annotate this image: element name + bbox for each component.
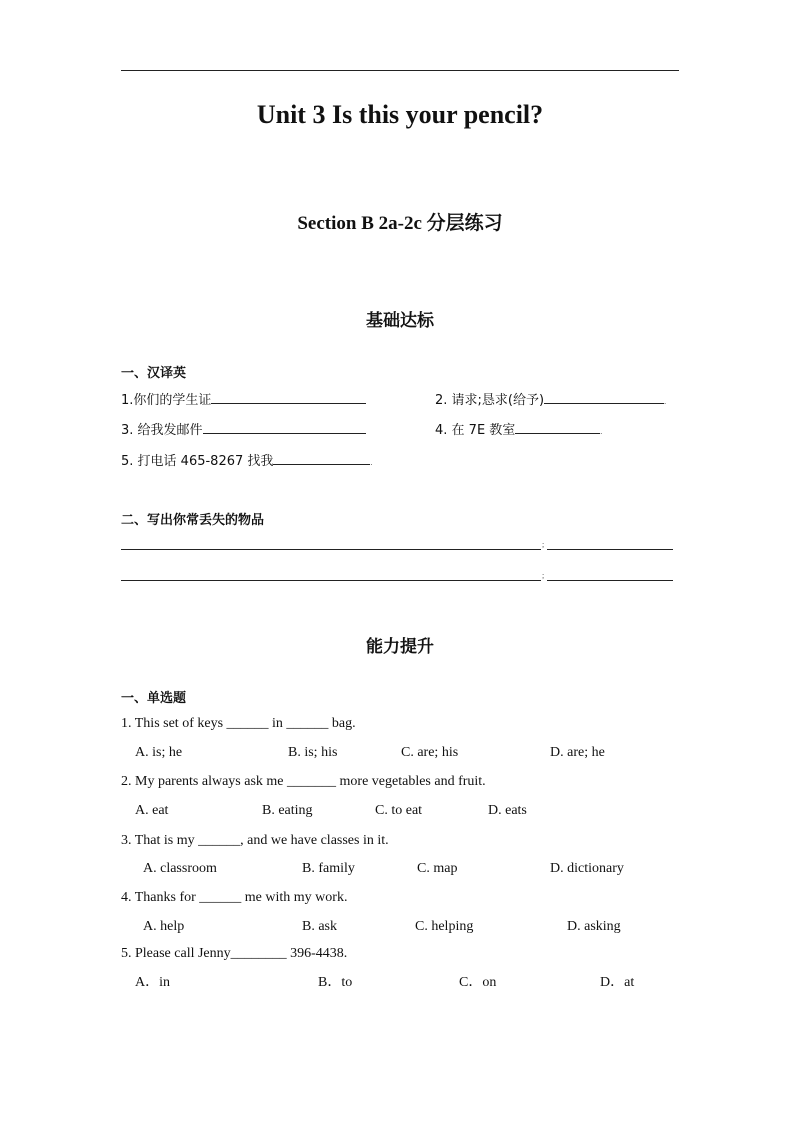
question-2-option-a[interactable]: A. eat — [135, 803, 169, 818]
question-5-option-a[interactable]: A．in — [135, 975, 170, 990]
answer-blank[interactable] — [515, 419, 600, 434]
part-heading-multiple-choice: 一、单选题 — [121, 691, 187, 706]
question-2-option-c[interactable]: C. to eat — [375, 803, 423, 818]
question-3-option-c[interactable]: C. map — [417, 861, 458, 876]
question-5-stem: 5. Please call Jenny________ 396-4438. — [121, 946, 348, 961]
question-4-stem: 4. Thanks for ______ me with my work. — [121, 890, 348, 905]
question-1-stem: 1. This set of keys ______ in ______ bag. — [121, 716, 356, 731]
answer-line[interactable] — [121, 580, 541, 581]
section-heading-basic: 基础达标 — [366, 311, 434, 331]
answer-line[interactable] — [547, 580, 673, 581]
question-2-option-b[interactable]: B. eating — [262, 803, 313, 818]
part-heading-translate: 一、汉译英 — [121, 366, 187, 381]
section-heading-advanced: 能力提升 — [366, 637, 434, 657]
question-3-option-a[interactable]: A. classroom — [143, 861, 217, 876]
question-3-option-b[interactable]: B. family — [302, 861, 355, 876]
question-1-option-b[interactable]: B. is; his — [288, 745, 338, 760]
translate-item-5: 5. 打电话 465-8267 找我 . — [121, 450, 372, 470]
answer-blank[interactable] — [203, 419, 366, 434]
page-subtitle: Section B 2a-2c 分层练习 — [297, 213, 503, 234]
answer-line[interactable] — [547, 549, 673, 550]
question-4-option-d[interactable]: D. asking — [567, 919, 621, 934]
separator-mark: ; — [542, 571, 545, 580]
question-2-stem: 2. My parents always ask me _______ more vegetables and fruit. — [121, 774, 486, 789]
translate-item-3: 3. 给我发邮件 — [121, 419, 366, 439]
question-2-option-d[interactable]: D. eats — [488, 803, 527, 818]
part-heading-lost-items: 二、写出你常丢失的物品 — [121, 513, 265, 528]
translate-item-4: 4. 在 7E 教室 . — [435, 419, 602, 439]
answer-blank[interactable] — [544, 389, 664, 404]
question-1-option-d[interactable]: D. are; he — [550, 745, 605, 760]
page-title: Unit 3 Is this your pencil? — [256, 100, 544, 129]
question-5-option-d[interactable]: D．at — [600, 975, 635, 990]
translate-item-1: 1.你们的学生证 — [121, 389, 366, 409]
separator-mark: ; — [542, 540, 545, 549]
question-4-option-b[interactable]: B. ask — [302, 919, 337, 934]
question-4-option-a[interactable]: A. help — [143, 919, 185, 934]
question-1-option-a[interactable]: A. is; he — [135, 745, 183, 760]
answer-line[interactable] — [121, 549, 541, 550]
translate-item-2: 2. 请求;恳求(给予) . — [435, 389, 666, 409]
answer-blank[interactable] — [211, 389, 366, 404]
answer-blank[interactable] — [273, 450, 370, 465]
question-4-option-c[interactable]: C. helping — [415, 919, 474, 934]
question-3-option-d[interactable]: D. dictionary — [550, 861, 624, 876]
question-5-option-b[interactable]: B．to — [318, 975, 353, 990]
question-5-option-c[interactable]: C．on — [459, 975, 497, 990]
question-3-stem: 3. That is my ______, and we have classes in it. — [121, 833, 389, 848]
header-rule — [121, 70, 679, 71]
question-1-option-c[interactable]: C. are; his — [401, 745, 459, 760]
